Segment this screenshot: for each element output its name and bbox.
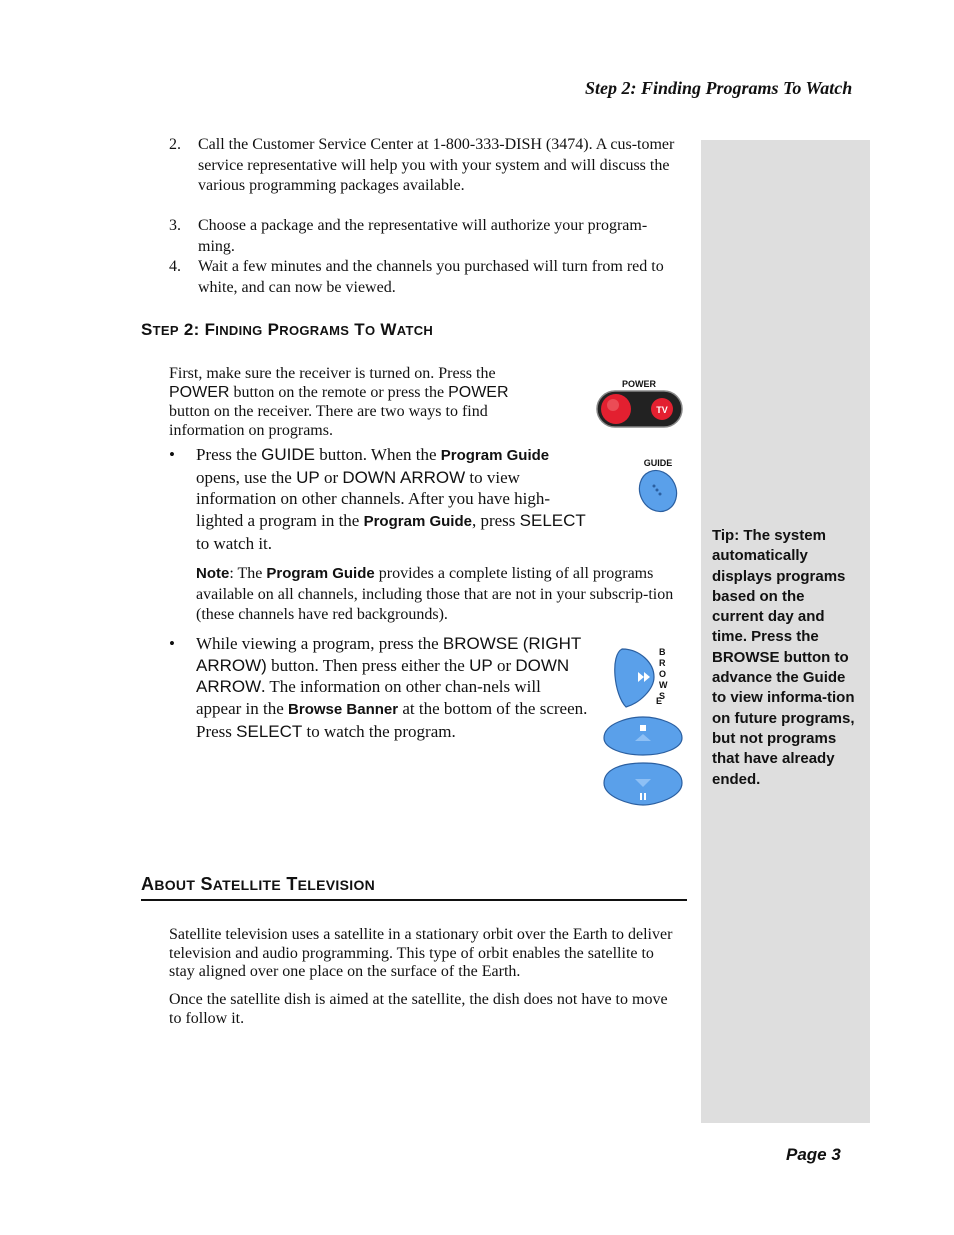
section-heading: ABOUT SATELLITE TELEVISION <box>141 874 376 894</box>
section-heading: STEP 2: FINDING PROGRAMS TO WATCH <box>141 320 434 339</box>
svg-text:TV: TV <box>656 405 668 415</box>
running-header: Step 2: Finding Programs To Watch <box>585 78 853 98</box>
power-button-image <box>594 377 686 433</box>
bullet-paragraph: While viewing a program, press the BROWSE (RIGHT ARROW) button. Then press either the UP or DOWN ARROW. The information on other chan-nels will appear in the Browse Banner at the bottom of the screen. Press SELECT to watch the program. <box>196 634 588 741</box>
satellite-paragraph: Satellite television uses a satellite in a stationary orbit over the Earth to deliver television and audio programming. This type of orbit enables the satellite to stay aligned over one place on the surface of the Earth. <box>169 926 673 980</box>
list-item: Wait a few minutes and the channels you purchased will turn from red to white, and can now be viewed. <box>198 258 664 296</box>
browse-buttons-image <box>600 645 688 810</box>
bullet-marker: • <box>169 634 175 653</box>
list-number: 4. <box>169 258 181 275</box>
list-item: Choose a package and the representative will authorize your program-ming. <box>198 217 648 255</box>
sidebar-tip: Tip: The system automatically displays programs based on the current day and time. Press the BROWSE button to advance the Guide to view informa-tion on future programs, but not programs that have already ended. <box>712 527 855 788</box>
svg-text:GUIDE: GUIDE <box>643 458 673 468</box>
svg-text:B: B <box>659 647 666 657</box>
svg-text:W: W <box>659 680 668 690</box>
svg-text:R: R <box>659 658 666 668</box>
intro-paragraph: First, make sure the receiver is turned on. Press the POWER button on the remote or press the POWER button on the receiver. There are two ways to find information on programs. <box>169 365 509 439</box>
guide-button-image <box>636 456 682 516</box>
bullet-marker: • <box>169 445 175 464</box>
svg-text:E: E <box>656 696 663 706</box>
page-number: Page 3 <box>786 1145 841 1164</box>
bullet-paragraph: Press the GUIDE button. When the Program Guide opens, use the UP or DOWN ARROW to view information on other channels. After you have high-lighted a program in the Program Guide, press SELECT to watch it. <box>196 445 586 553</box>
list-item: Call the Customer Service Center at 1-800-333-DISH (3474). A cus-tomer service representative will help you with your system and will discuss the various programming packages available. <box>198 136 675 194</box>
svg-text:O: O <box>659 669 667 679</box>
list-number: 3. <box>169 217 181 234</box>
list-number: 2. <box>169 136 181 153</box>
satellite-paragraph: Once the satellite dish is aimed at the satellite, the dish does not have to move to follow it. <box>169 991 668 1027</box>
note-paragraph: Note: The Program Guide provides a complete listing of all programs available on all channels, including those that are not in your subscrip-tion (these channels have red backgrounds). <box>196 565 674 623</box>
svg-text:POWER: POWER <box>621 379 657 389</box>
svg-text:S: S <box>659 691 666 701</box>
section-divider <box>141 899 687 901</box>
